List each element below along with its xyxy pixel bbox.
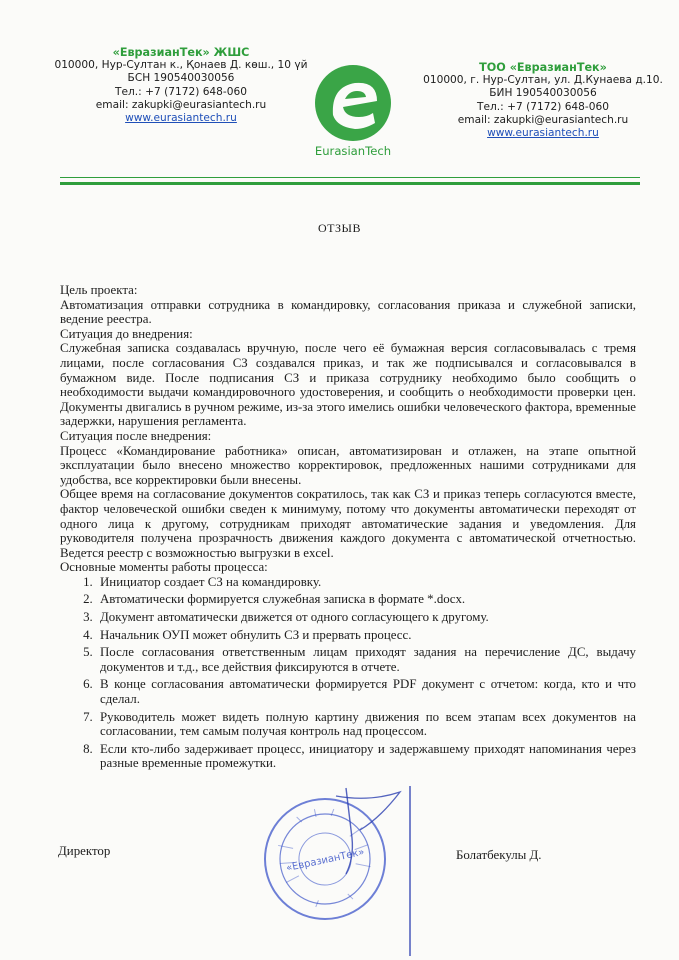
list-item: 1. Инициатор создает СЗ на командировку. xyxy=(96,575,636,590)
company-name-ru: ТОО «ЕвразианТек» xyxy=(479,61,607,74)
list-item: 2. Автоматически формируется служебная записка в формате *.docx. xyxy=(96,592,636,607)
list-item: 6. В конце согласования автоматически формируется PDF документ с отчетом: когда, кто и что сделал. xyxy=(96,677,636,706)
company-name-kz: «ЕвразианТек» ЖШС xyxy=(112,46,250,59)
list-item: 7. Руководитель может видеть полную картину движения по всем этапам всех документов на согласовании, тем самым получая контроль над процессом. xyxy=(96,710,636,739)
paragraph: Автоматизация отправки сотрудника в командировку, согласования приказа и служебной записки, ведение реестра. xyxy=(60,297,636,327)
bin-ru: БИН 190540030056 xyxy=(489,87,597,100)
signatory-name: Болатбекулы Д. xyxy=(456,848,542,862)
paragraph: Ситуация после внедрения: xyxy=(60,428,212,443)
phone-kz: Тел.: +7 (7172) 648-060 xyxy=(115,85,247,98)
phone-ru: Тел.: +7 (7172) 648-060 xyxy=(477,100,609,113)
stamp-center-text: «ЕвразианТек» xyxy=(285,846,366,875)
address-kz: 010000, Нур-Султан к., Қонаев Д. көш., 10 үй xyxy=(54,59,308,72)
document-title: ОТЗЫВ xyxy=(318,221,361,235)
letterhead-kazakh xyxy=(52,46,310,125)
document-body xyxy=(60,283,636,774)
paragraph: Служебная записка создавалась вручную, после чего её бумажная версия согласовывалась с тремя лицами, после согласования СЗ создавался приказ, и так же подписывался и согласовывался в бумажном виде. После подписания СЗ и приказа сотруднику необходимо было сообщить о необходимости выдачи командировочного удостоверения, и сообщить о необходимости проверки цен. Документы двигались в ручном режиме, из-за этого имелись ошибки человеческого фактора, временные задержки, нарушения регламента. xyxy=(60,341,636,429)
letterhead-russian xyxy=(418,61,668,140)
paragraph: Процесс «Командирование работника» описан, автоматизирован и отлажен, на этапе опытной эксплуатации было внесено множество корректировок, предложенных нашими сотрудниками для удобства, все корректировки были внесены. xyxy=(60,443,636,487)
paragraph: Основные моменты работы процесса: xyxy=(60,560,268,575)
signatory-position: Директор xyxy=(58,844,111,858)
address-ru: 010000, г. Нур-Султан, ул. Д.Кунаева д.10. xyxy=(423,74,663,87)
website-link-ru[interactable]: www.eurasiantech.ru xyxy=(487,127,599,140)
list-item: 5. После согласования ответственным лицам приходят задания на перечисление ДС, выдачу документов и т.д., все действия фиксируются в отчете. xyxy=(96,645,636,674)
list-item: 3. Документ автоматически движется от одного согласующего к другому. xyxy=(96,610,636,625)
email-kz: email: zakupki@eurasiantech.ru xyxy=(95,98,267,111)
process-steps-list xyxy=(60,575,636,771)
list-item: 4. Начальник ОУП может обнулить СЗ и прервать процесс. xyxy=(96,628,636,643)
paragraph: Общее время на согласование документов сократилось, так как СЗ и приказ теперь согласуются вместе, фактор человеческой ошибки сведен к минимуму, потому что документы автоматически переходят от одного лица к другому, сотрудникам приходят автоматические задания и уведомления. Для руководителя получена прозрачность движения каждого документа с автоматической отчетностью. Ведется реестр с возможностью выгрузки в excel. xyxy=(60,487,636,560)
paragraph: Ситуация до внедрения: xyxy=(60,326,193,341)
logo-wordmark: EurasianTech xyxy=(314,144,392,158)
website-link-kz[interactable]: www.eurasiantech.ru xyxy=(125,112,237,125)
header-divider-thick xyxy=(60,182,640,185)
header-divider-thin xyxy=(60,177,640,178)
email-ru: email: zakupki@eurasiantech.ru xyxy=(457,113,629,126)
bin-kz: БСН 190540030056 xyxy=(127,72,235,85)
paragraph: Цель проекта: xyxy=(60,283,138,297)
list-item: 8. Если кто-либо задерживает процесс, инициатору и задержавшему приходят напоминания через разные временные промежутки. xyxy=(96,742,636,771)
handwritten-signature-icon xyxy=(250,778,420,958)
eurasiantech-logo-icon xyxy=(303,57,403,157)
